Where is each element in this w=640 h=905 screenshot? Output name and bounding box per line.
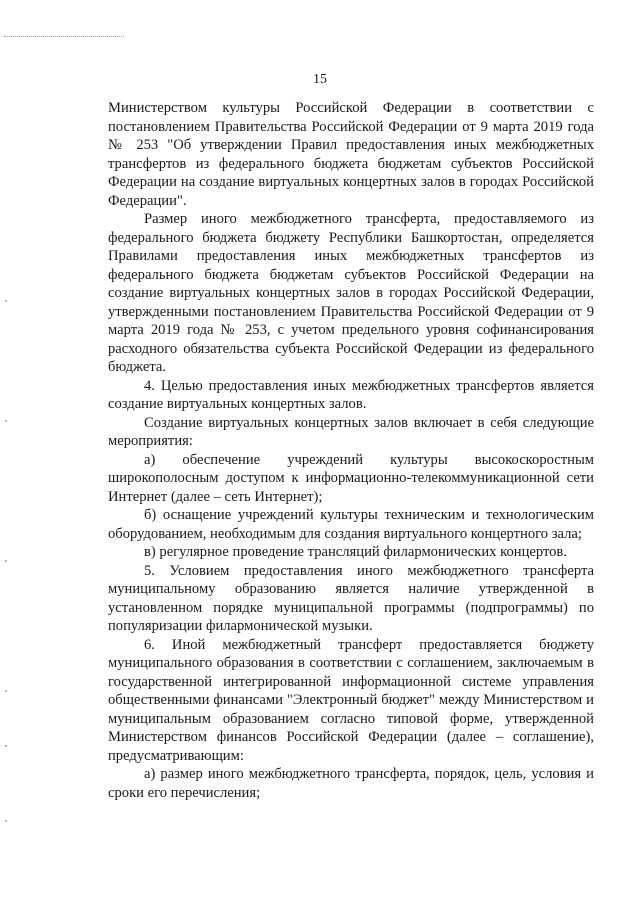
paragraph-5-condition: 5. Условием предоставления иного межбюджетного трансферта муниципальному образованию является наличие утвержденной в установленном порядке муниципальной программы (подпрограммы) по популяризации филармонической музыки. bbox=[108, 562, 594, 634]
scan-edge-specks bbox=[2, 0, 12, 905]
list-item-b-equipment: б) оснащение учреждений культуры техническим и технологическим оборудованием, необходимым для создания виртуального концертного зала; bbox=[108, 507, 594, 542]
paragraph-continuation: Министерством культуры Российской Федерации в соответствии с постановлением Правительства Российской Федерации от 9 марта 2019 года № 253 "Об утверждении Правил предоставления иных межбюджетных трансфертов из федерального бюджета бюджетам субъектов Российской Федерации на создание виртуальных концертных залов в городах Российской Федерации". bbox=[108, 100, 594, 209]
paragraph-6-agreement: 6. Иной межбюджетный трансферт предоставляется бюджету муниципального образования в соответствии с соглашением, заключаемым в государственной интегрированной информационной системе управления общественными финансами "Электронный бюджет" между Министерством и муниципальным образованием согласно типовой форме, утвержденной Министерством финансов Российской Федерации (далее – соглашение), предусматривающим: bbox=[108, 636, 594, 764]
paragraph-transfer-amount: Размер иного межбюджетного трансферта, предоставляемого из федерального бюджета бюджету Республики Башкортостан, определяется Правилами предоставления иных межбюджетных трансфертов из федерального бюджета бюджетам субъектов Российской Федерации на создание виртуальных концертных залов в городах Российской Федерации, утвержденными постановлением Правительства Российской Федерации от 9 марта 2019 года № 253, с учетом предельного уровня софинансирования расходного обязательства субъекта Российской Федерации из федерального бюджета. bbox=[108, 211, 594, 375]
list-item-c-broadcasts: в) регулярное проведение трансляций филармонических концертов. bbox=[144, 544, 567, 560]
document-body bbox=[108, 99, 594, 802]
paragraph-measures-intro: Создание виртуальных концертных залов включает в себя следующие мероприятия: bbox=[108, 414, 594, 449]
scan-artifact-line bbox=[4, 36, 124, 37]
paragraph-4-goal: 4. Целью предоставления иных межбюджетных трансфертов является создание виртуальных концертных залов. bbox=[108, 377, 594, 412]
list-item-a-internet: а) обеспечение учреждений культуры высокоскоростным широкополосным доступом к информационно-телекоммуникационной сети Интернет (далее – сеть Интернет); bbox=[108, 451, 594, 505]
page-number: 15 bbox=[313, 72, 327, 87]
list-item-a-amount: а) размер иного межбюджетного трансферта, порядок, цель, условия и сроки его перечисления; bbox=[108, 766, 594, 801]
